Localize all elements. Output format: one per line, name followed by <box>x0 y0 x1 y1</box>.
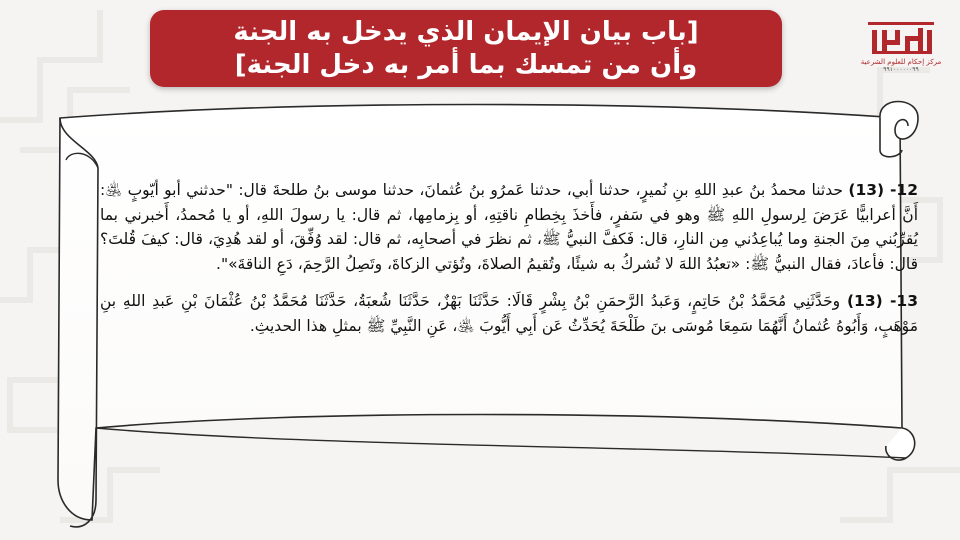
logo-number: ٩٩١٠٠٠٠٠٠٩٩ <box>883 66 919 73</box>
hadith-1-number: 12- (13) <box>848 181 918 199</box>
title-line-1: [باب بيان الإيمان الذي يدخل به الجنة <box>233 16 699 47</box>
hadith-text-area <box>100 178 918 351</box>
title-line-2: وأن من تمسك بما أمر به دخل الجنة] <box>234 49 698 80</box>
hadith-2-text: وحَدَّثَنِي مُحَمَّدُ بْنُ حَاتِمٍ، وَعَبدُ الرَّحمَنِ بْنُ بِشْرٍ قَالَا: حَدَّثَنَا بَهْزٌ، حَدَّثَنَا شُعبَةُ، حَدَّثَنَا مُحَمَّدُ بْنُ عُثْمَانَ بْنِ عَبدِ اللهِ بنِ مَوْهَبٍ، وَأَبُوهُ عُثمانُ أَنَّهُمَا سَمِعَا مُوسَى بنَ طَلْحَةَ يُحَدِّثُ عَن أَبِي أَيُّوبَ ﵁، عَنِ النَّبِيِّ ﷺ بمثلِ هذا الحديثِ. <box>100 292 918 335</box>
hadith-1 <box>100 178 918 276</box>
logo-subtitle: مركز إحكام للعلوم الشرعية <box>860 58 942 66</box>
hadith-1-text: حدثنا محمدُ بنُ عبدِ اللهِ بنِ نُميرٍ، حدثنا أبي، حدثنا عَمرُو بنُ عُثمانَ، حدثنا موسى بنُ طلحةَ قال: "حدثني أبو أيّوبٍ ﵁: أَنَّ أعرابيًّا عَرَضَ لِرسولِ اللهِ ﷺ وهو في سَفرٍ، فأَخذَ بِخِطامِ ناقتِهِ، أو بِزمامِها، ثم قال: يا رسولَ اللهِ، أو يا مُحمدُ، أَخبرني بما يُقرِّبُني مِنَ الجنةِ وما يُباعِدُني مِن النارِ، قال: فَكفَّ النبيُّ ﷺ، ثم نظرَ في أصحابِه، ثم قال: لقد وُفِّقَ، أو لقد هُدِيَ، قال: كيفَ قُلتَ؟ قال: فأعادَ، فقال النبيُّ ﷺ: «تعبُدُ اللهَ لا تُشركُ به شيئًا، وتُقيمُ الصلاةَ، وتُؤتي الزكاةَ، وتَصِلُ الرَّحِمَ، دَعِ الناقةَ»". <box>100 181 918 273</box>
hadith-2 <box>100 289 918 338</box>
hadith-2-number: 13- (13) <box>846 292 918 310</box>
